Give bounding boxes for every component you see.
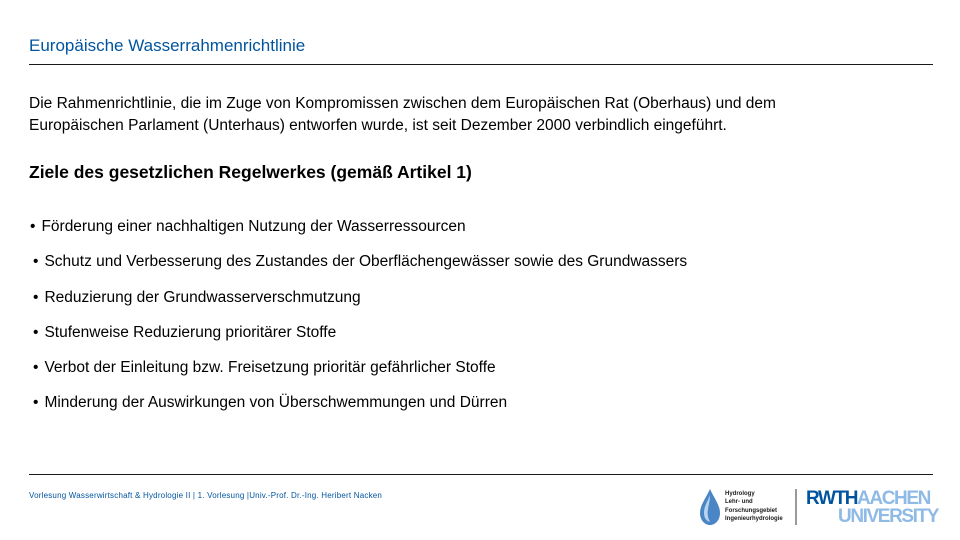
footer-divider xyxy=(29,474,933,475)
bullet: • xyxy=(33,394,39,411)
water-drop-icon xyxy=(698,488,722,526)
goals-heading: Ziele des gesetzlichen Regelwerkes (gemäß Artikel 1) xyxy=(29,162,472,182)
rwth-logo-university: UNIVERSITY xyxy=(838,506,939,527)
goal-text: Minderung der Auswirkungen von Überschwemmungen und Dürren xyxy=(44,394,508,411)
goal-item xyxy=(33,289,361,307)
hydrology-logo-text xyxy=(725,490,783,524)
goal-text: Reduzierung der Grundwasserverschmutzung xyxy=(44,289,361,306)
goal-item xyxy=(33,324,336,342)
hydrology-logo-line: Lehr- und xyxy=(725,499,753,506)
logo-divider xyxy=(795,489,797,525)
intro-paragraph xyxy=(29,93,929,137)
bullet: • xyxy=(33,253,39,270)
page-title: Europäische Wasserrahmenrichtlinie xyxy=(29,36,306,55)
goal-item xyxy=(33,359,496,377)
bullet: • xyxy=(30,218,36,235)
header-divider xyxy=(29,64,933,65)
bullet: • xyxy=(33,324,39,341)
bullet: • xyxy=(33,359,39,376)
bullet: • xyxy=(33,289,39,306)
intro-line: Die Rahmenrichtlinie, die im Zuge von Kompromissen zwischen dem Europäischen Rat (Oberhaus) und dem xyxy=(29,95,776,112)
goal-item xyxy=(33,253,687,271)
goal-text: Stufenweise Reduzierung prioritärer Stoffe xyxy=(44,324,337,341)
goal-text: Schutz und Verbesserung des Zustandes der Oberflächengewässer sowie des Grundwassers xyxy=(44,253,688,270)
goal-text: Förderung einer nachhaltigen Nutzung der Wasserressourcen xyxy=(41,218,466,235)
hydrology-logo-line: Ingenieurhydrologie xyxy=(725,516,783,523)
rwth-logo-rwth: RWTH xyxy=(806,488,858,509)
hydrology-logo-line: Forschungsgebiet xyxy=(725,507,778,514)
goal-text: Verbot der Einleitung bzw. Freisetzung prioritär gefährlicher Stoffe xyxy=(44,359,496,376)
hydrology-logo xyxy=(698,488,788,528)
hydrology-logo-line: Hydrology xyxy=(725,491,755,497)
footer-lecture-info: Vorlesung Wasserwirtschaft & Hydrologie II | 1. Vorlesung |Univ.-Prof. Dr.-Ing. Heribert Nacken xyxy=(29,491,383,500)
intro-line: Europäischen Parlament (Unterhaus) entworfen wurde, ist seit Dezember 2000 verbindlich eingeführt. xyxy=(29,117,727,134)
rwth-logo-aachen: AACHEN xyxy=(857,488,930,509)
goal-item xyxy=(30,218,466,236)
rwth-aachen-logo xyxy=(806,488,939,527)
goal-item xyxy=(33,394,507,412)
